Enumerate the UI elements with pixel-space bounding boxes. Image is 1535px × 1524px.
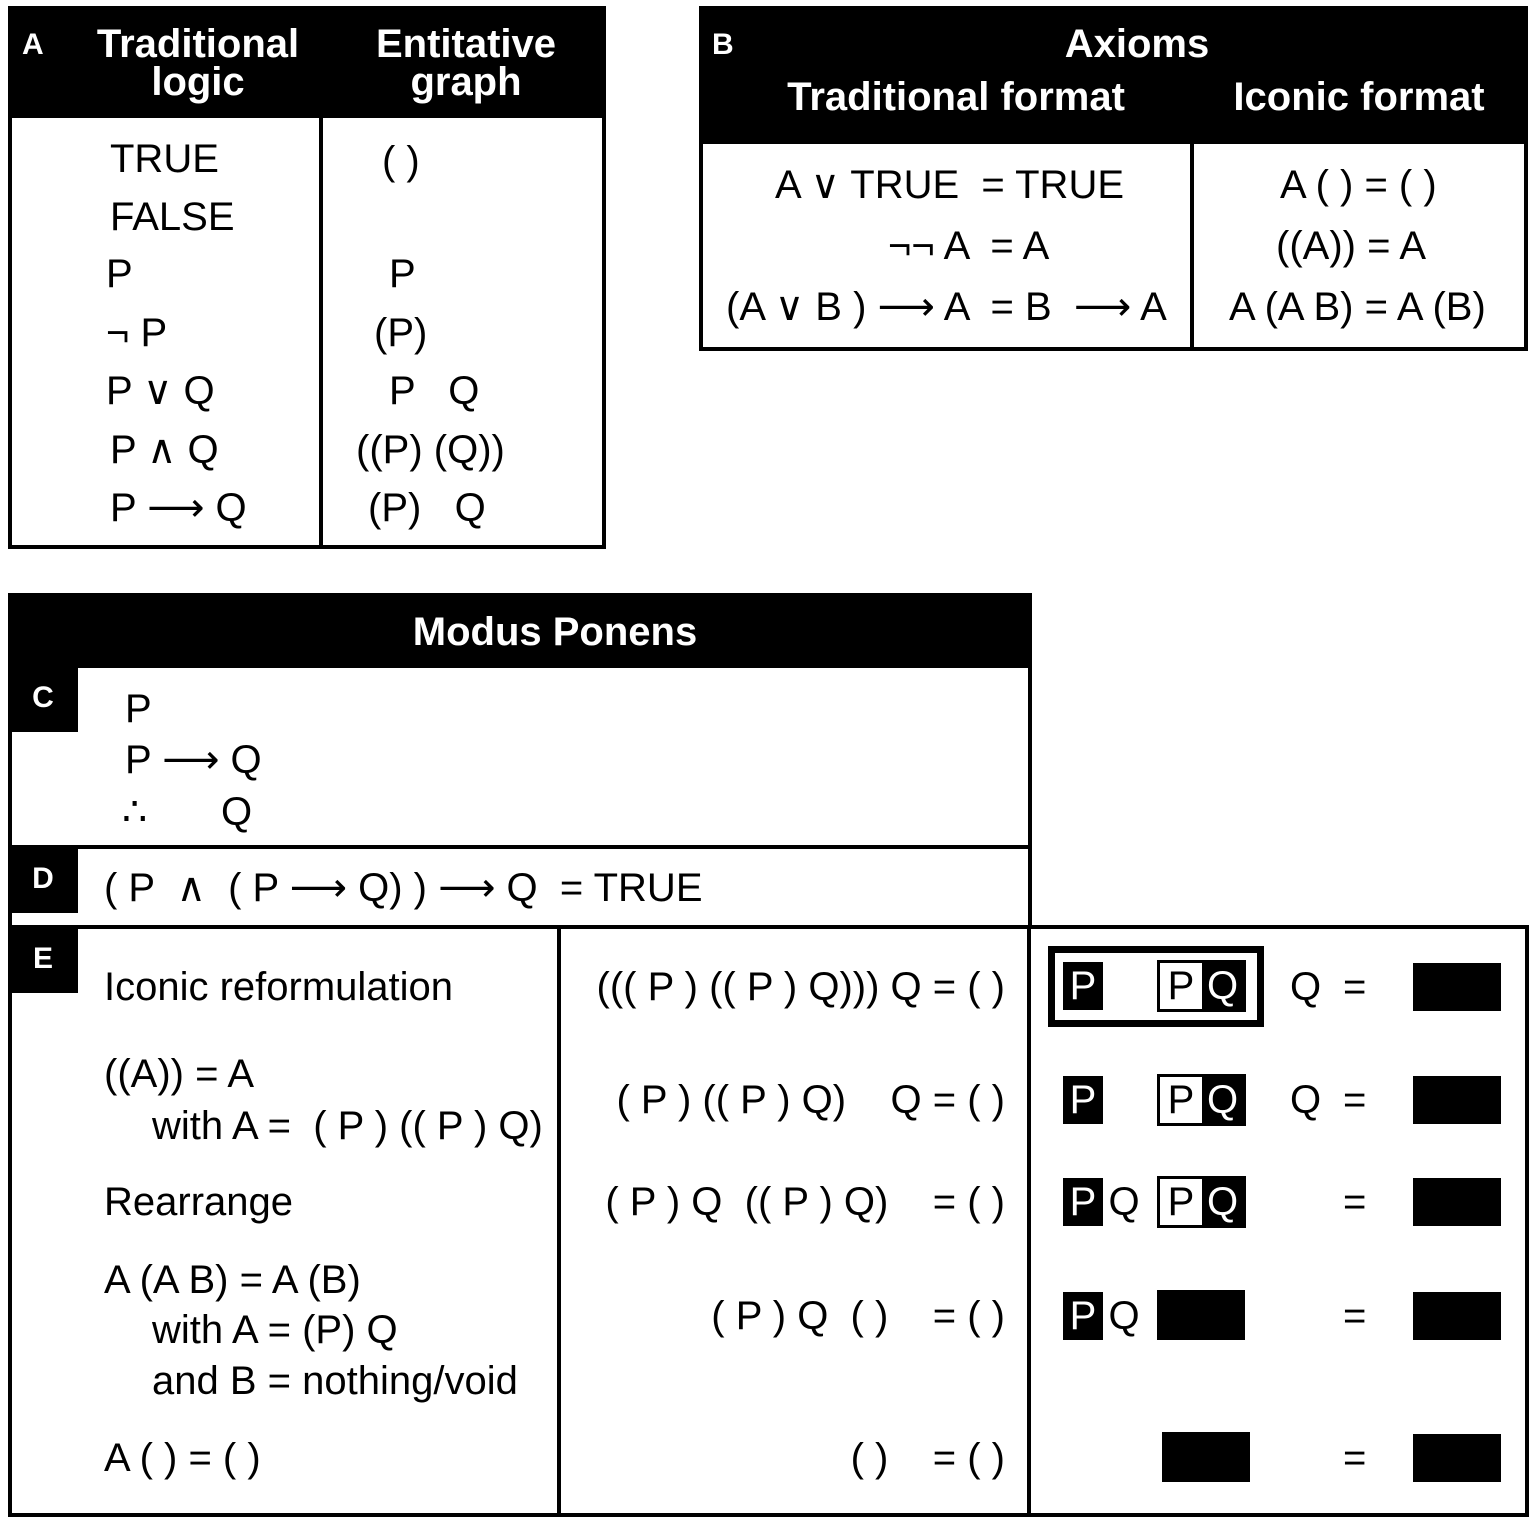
c-therefore-symbol: ∴: [122, 790, 148, 834]
icon-row2-equals: =: [1343, 1078, 1367, 1122]
icon-row3-pq-q: Q: [1202, 1179, 1243, 1225]
icon-row1-equals: =: [1343, 965, 1367, 1009]
e-step1-expression: ((( P ) (( P ) Q))) Q = ( ): [596, 965, 1005, 1009]
a-trad-false: FALSE: [110, 195, 235, 239]
a-ent-not-p: (P): [374, 311, 428, 355]
a-ent-p-and-q: ((P) (Q)): [356, 428, 505, 472]
panel-d-label: D: [8, 845, 78, 913]
e-step4-desc-line3: and B = nothing/void: [152, 1359, 518, 1403]
panel-e-label: E: [8, 925, 78, 993]
e-step2-desc-line2: with A = ( P ) (( P ) Q): [152, 1104, 543, 1148]
icon-row2-p-box: P: [1063, 1076, 1103, 1124]
panel-b-label: B: [712, 28, 734, 61]
a-trad-not-p: ¬ P: [106, 311, 168, 355]
b-trad-row1: A ∨ TRUE = TRUE: [775, 163, 1125, 207]
b-trad-row3: (A ∨ B ) ⟶ A = B ⟶ A: [726, 285, 1167, 329]
c-conclusion-q: Q: [221, 790, 253, 834]
panel-e-divider-1: [557, 925, 561, 1517]
icon-row3-q: Q: [1108, 1180, 1140, 1224]
panel-b-divider: [1190, 144, 1194, 350]
e-step1-desc: Iconic reformulation: [104, 965, 454, 1009]
panel-b-title: Axioms: [1064, 22, 1210, 66]
panel-a-col2-header-line2: graph: [410, 60, 522, 104]
e-step2-expression: ( P ) (( P ) Q) Q = ( ): [616, 1078, 1005, 1122]
e-step4-expression: ( P ) Q ( ) = ( ): [711, 1294, 1005, 1338]
b-icon-row3: A (A B) = A (B): [1229, 285, 1486, 329]
a-trad-p-and-q: P ∧ Q: [110, 428, 219, 472]
icon-row1-pq-p: P: [1167, 964, 1195, 1008]
a-ent-p-or-q: P Q: [389, 369, 480, 413]
icon-row2-pq-p: P: [1167, 1078, 1195, 1122]
panel-c-label: C: [8, 664, 78, 732]
e-step5-desc: A ( ) = ( ): [104, 1436, 261, 1480]
panel-a-col1-header-line1: Traditional: [96, 22, 300, 66]
a-trad-p-or-q: P ∨ Q: [106, 369, 215, 413]
icon-row1-result-box: [1413, 963, 1501, 1011]
panel-a-divider: [319, 118, 323, 546]
icon-row1-p-box: P: [1063, 962, 1103, 1010]
icon-row3-pq-p: P: [1167, 1180, 1195, 1224]
panel-b-col1-header: Traditional format: [787, 75, 1125, 119]
icon-row3-result-box: [1413, 1178, 1501, 1226]
b-trad-row2: ¬¬ A = A: [888, 224, 1050, 268]
c-premise-p: P: [125, 687, 152, 731]
a-trad-p-implies-q: P ⟶ Q: [110, 486, 247, 530]
b-icon-row2: ((A)) = A: [1276, 224, 1427, 268]
e-step4-desc-line1: A (A B) = A (B): [104, 1258, 361, 1302]
a-ent-p-implies-q: (P) Q: [368, 486, 486, 530]
panel-a-label: A: [22, 28, 44, 61]
panel-e-divider-2: [1027, 925, 1031, 1517]
e-step3-expression: ( P ) Q (( P ) Q) = ( ): [605, 1180, 1005, 1224]
e-step2-desc-line1: ((A)) = A: [104, 1052, 255, 1096]
icon-row4-equals: =: [1343, 1294, 1367, 1338]
icon-row3-p-box: P: [1063, 1178, 1103, 1226]
icon-row5-result-box: [1413, 1434, 1501, 1482]
b-icon-row1: A ( ) = ( ): [1280, 163, 1437, 207]
icon-row2-q: Q: [1290, 1078, 1322, 1122]
modus-ponens-title: Modus Ponens: [412, 610, 698, 654]
a-ent-p: P: [389, 252, 416, 296]
icon-row2-pq-q: Q: [1202, 1077, 1243, 1123]
d-formula: ( P ∧ ( P ⟶ Q) ) ⟶ Q = TRUE: [104, 866, 703, 910]
icon-row4-result-box: [1413, 1292, 1501, 1340]
icon-row1-q: Q: [1290, 965, 1322, 1009]
a-trad-true: TRUE: [110, 137, 219, 181]
panel-a-col1-header-line2: logic: [151, 60, 245, 104]
icon-row4-p-box: P: [1063, 1292, 1103, 1340]
e-step3-desc: Rearrange: [104, 1180, 294, 1224]
icon-row5-equals: =: [1343, 1436, 1367, 1480]
e-step5-expression: ( ) = ( ): [850, 1436, 1005, 1480]
icon-row4-q: Q: [1108, 1294, 1140, 1338]
a-trad-p: P: [106, 252, 133, 296]
panel-a-col2-header-line1: Entitative: [375, 22, 557, 66]
a-ent-true: ( ): [382, 139, 420, 183]
icon-row2-result-box: [1413, 1076, 1501, 1124]
c-premise-implication: P ⟶ Q: [125, 738, 262, 782]
panel-b-col2-header: Iconic format: [1233, 75, 1485, 119]
icon-row5-empty-box: [1162, 1432, 1250, 1482]
e-step4-desc-line2: with A = (P) Q: [152, 1308, 398, 1352]
icon-row3-equals: =: [1343, 1180, 1367, 1224]
icon-row4-empty-box: [1157, 1290, 1245, 1340]
icon-row1-pq-q: Q: [1202, 963, 1243, 1009]
